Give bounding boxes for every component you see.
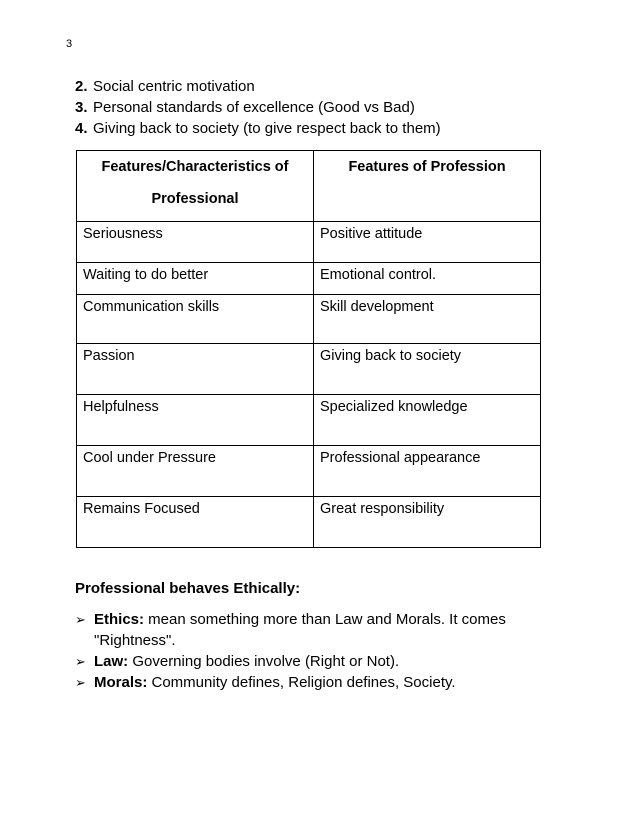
- bullet-text: Governing bodies involve (Right or Not).: [128, 653, 400, 670]
- table-row: [77, 222, 541, 263]
- bullet-text: mean something more than Law and Morals. It comes "Rightness".: [94, 611, 506, 649]
- list-item-text: Personal standards of excellence (Good vs Bad): [93, 99, 415, 116]
- features-table: [76, 150, 541, 548]
- table-cell: Helpfulness: [77, 395, 314, 446]
- bullet-term: Ethics:: [94, 611, 145, 628]
- list-item-text: Social centric motivation: [93, 78, 255, 95]
- list-item-text: Giving back to society (to give respect back to them): [93, 120, 441, 137]
- list-item: [75, 118, 575, 139]
- table-cell: Skill development: [314, 295, 541, 344]
- table-cell: Great responsibility: [314, 497, 541, 548]
- list-item: [75, 672, 545, 693]
- list-item-number: 2.: [75, 78, 88, 95]
- bullet-term: Morals:: [94, 674, 148, 691]
- arrow-bullet-icon: ➢: [75, 612, 86, 627]
- table-row: [77, 295, 541, 344]
- table-cell: Cool under Pressure: [77, 446, 314, 497]
- table-cell: Specialized knowledge: [314, 395, 541, 446]
- arrow-bullet-icon: ➢: [75, 675, 86, 690]
- table-row: [77, 497, 541, 548]
- bullet-text: Community defines, Religion defines, Society.: [147, 674, 456, 691]
- table-cell: Emotional control.: [314, 263, 541, 295]
- header-features-of-profession: Features of Profession: [314, 151, 541, 222]
- list-item-number: 3.: [75, 99, 88, 116]
- arrow-bullet-icon: ➢: [75, 654, 86, 669]
- page-number: 3: [66, 38, 73, 50]
- list-item: [75, 651, 545, 672]
- table-row: [77, 446, 541, 497]
- table-row: [77, 263, 541, 295]
- bullet-list: [75, 609, 545, 693]
- table-row: [77, 395, 541, 446]
- table-cell: Seriousness: [77, 222, 314, 263]
- table-header-row: [77, 151, 541, 222]
- table-cell: Remains Focused: [77, 497, 314, 548]
- list-item: [75, 97, 575, 118]
- table-row: [77, 344, 541, 395]
- table-cell: Communication skills: [77, 295, 314, 344]
- section-heading: Professional behaves Ethically:: [75, 580, 301, 597]
- table-cell: Passion: [77, 344, 314, 395]
- bullet-term: Law:: [94, 653, 129, 670]
- list-item: [75, 609, 545, 651]
- list-item: [75, 76, 575, 97]
- table-cell: Professional appearance: [314, 446, 541, 497]
- table-cell: Positive attitude: [314, 222, 541, 263]
- header-characteristics-of-professional: Features/Characteristics of Professional: [77, 151, 314, 222]
- numbered-list: [75, 76, 575, 139]
- table-cell: Waiting to do better: [77, 263, 314, 295]
- list-item-number: 4.: [75, 120, 88, 137]
- table-cell: Giving back to society: [314, 344, 541, 395]
